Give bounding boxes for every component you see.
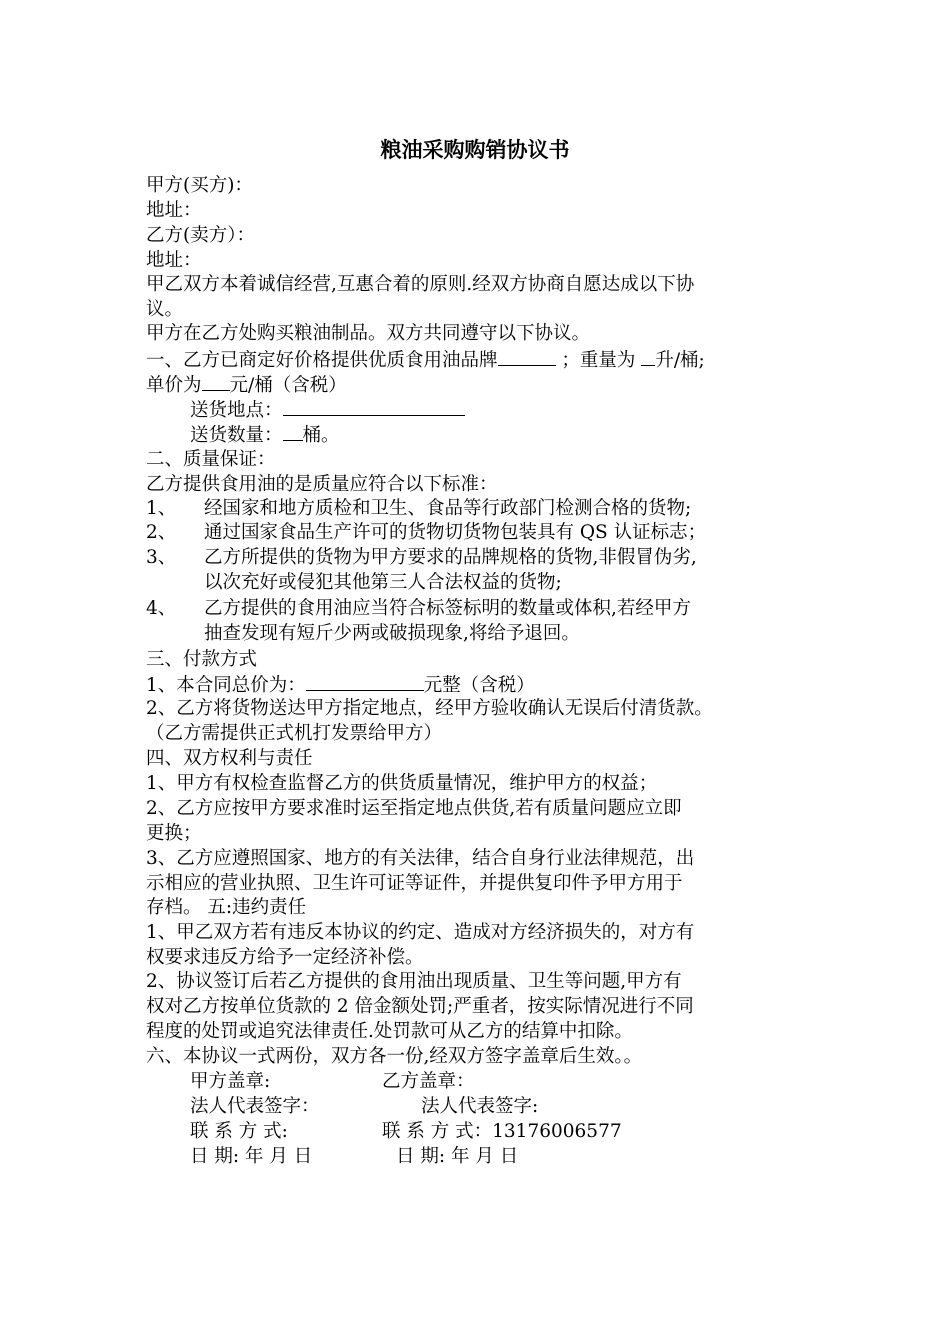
breach-line-1b: 权要求违反方给予一定经济补偿。 — [146, 947, 424, 968]
breach-line-2a: 2、协议签订后若乙方提供的食用油出现质量、卫生等问题,甲方有 — [146, 971, 682, 992]
breach-line-1a: 1、甲乙双方若有违反本协议的约定、造成对方经济损失的，对方有 — [146, 922, 695, 943]
delivery-qty-suffix: 桶。 — [302, 425, 340, 446]
quality-heading: 二、质量保证： — [146, 449, 276, 470]
quality-item-3-line-2: 以次充好或侵犯其他第三人合法权益的货物; — [204, 572, 562, 593]
party-a-date: 日 期: 年 月 日 — [190, 1146, 313, 1167]
payment-line-2: 2、乙方将货物送达甲方指定地点，经甲方验收确认无误后付清货款。 — [146, 698, 713, 719]
rights-line-2b: 更换； — [146, 823, 202, 844]
party-b-contact: 联 系 方 式：13176006577 — [382, 1121, 622, 1142]
clause-1-mid: ；重量为 — [561, 350, 636, 371]
payment-total-line — [146, 672, 535, 698]
delivery-place-label: 送货地点： — [190, 400, 283, 421]
quality-item-1-num: 1、 — [146, 498, 177, 519]
payment-total-prefix: 1、本合同总价为： — [146, 675, 306, 696]
quality-item-2-num: 2、 — [146, 522, 177, 543]
address-a-label: 地址： — [146, 200, 202, 221]
clause-1-line-1 — [146, 347, 705, 373]
total-price-blank[interactable] — [306, 672, 424, 691]
address-b-label: 地址： — [146, 250, 202, 271]
clause-1-line-2 — [146, 372, 347, 398]
document-title: 粮油采购购销协议书 — [380, 137, 570, 162]
rights-heading: 四、双方权利与责任 — [146, 748, 313, 769]
party-b-label: 乙方(卖方）： — [146, 225, 255, 246]
delivery-qty-line — [190, 422, 340, 448]
rights-line-3a: 3、乙方应遵照国家、地方的有关法律，结合自身行业法律规范，出 — [146, 848, 695, 869]
clause-1-unit: 升/桶; — [655, 350, 705, 371]
quality-item-3-num: 3、 — [146, 547, 177, 568]
price-suffix: 元/桶（含税） — [229, 375, 347, 396]
quality-lead: 乙方提供食用油的是质量应符合以下标准： — [146, 474, 498, 495]
delivery-qty-prefix: 送货数量： — [190, 425, 283, 446]
delivery-place-blank[interactable] — [283, 397, 465, 416]
intro-line-3: 甲方在乙方处购买粮油制品。双方共同遵守以下协议。 — [146, 323, 591, 344]
rights-line-3b: 示相应的营业执照、卫生许可证等证件，并提供复印件予甲方用于 — [146, 873, 683, 894]
quality-item-4-num: 4、 — [146, 598, 177, 619]
party-b-seal: 乙方盖章： — [382, 1071, 475, 1092]
party-a-rep: 法人代表签字： — [190, 1096, 320, 1117]
party-b-date: 日 期: 年 月 日 — [396, 1146, 519, 1167]
breach-line-2c: 程度的处罚或追究法律责任.处罚款可从乙方的结算中扣除。 — [146, 1021, 633, 1042]
delivery-place-line — [190, 397, 465, 423]
quality-item-4-line-1: 乙方提供的食用油应当符合标签标明的数量或体积,若经甲方 — [204, 598, 691, 619]
party-a-contact: 联 系 方 式: — [190, 1121, 288, 1142]
rights-line-3c: 存档。 五:违约责任 — [146, 897, 307, 918]
final-clause: 六、本协议一式两份，双方各一份,经双方签字盖章后生效。。 — [146, 1046, 643, 1067]
rights-line-2a: 2、乙方应按甲方要求准时运至指定地点供货,若有质量问题应立即 — [146, 798, 682, 819]
intro-line-1: 甲乙双方本着诚信经营,互惠合着的原则.经双方协商自愿达成以下协 — [146, 274, 695, 295]
party-b-rep: 法人代表签字: — [421, 1096, 539, 1117]
payment-total-suffix: 元整（含税） — [423, 675, 535, 696]
quality-item-1: 经国家和地方质检和卫生、食品等行政部门检测合格的货物; — [204, 498, 692, 519]
brand-blank[interactable] — [498, 347, 556, 366]
quality-item-2: 通过国家食品生产许可的货物切货物包装具有 QS 认证标志； — [204, 522, 707, 543]
party-a-seal: 甲方盖章: — [190, 1071, 271, 1092]
price-prefix: 单价为 — [146, 375, 202, 396]
payment-line-3: （乙方需提供正式机打发票给甲方） — [146, 723, 443, 744]
intro-line-2: 议。 — [146, 299, 184, 320]
rights-line-1: 1、甲方有权检查监督乙方的供货质量情况，维护甲方的权益； — [146, 773, 658, 794]
quality-item-3-line-1: 乙方所提供的货物为甲方要求的品牌规格的货物,非假冒伪劣, — [204, 547, 697, 568]
payment-heading: 三、付款方式 — [146, 649, 258, 670]
quality-item-4-line-2: 抽查发现有短斤少两或破损现象,将给予退回。 — [204, 623, 580, 644]
delivery-qty-blank[interactable] — [283, 422, 303, 441]
party-a-label: 甲方(买方)： — [146, 175, 253, 196]
weight-blank[interactable] — [641, 347, 655, 366]
clause-1-prefix: 一、乙方已商定好价格提供优质食用油品牌 — [146, 350, 498, 371]
breach-line-2b: 权对乙方按单位货款的 2 倍金额处罚;严重者，按实际情况进行不同 — [146, 996, 694, 1017]
price-blank[interactable] — [202, 372, 230, 391]
